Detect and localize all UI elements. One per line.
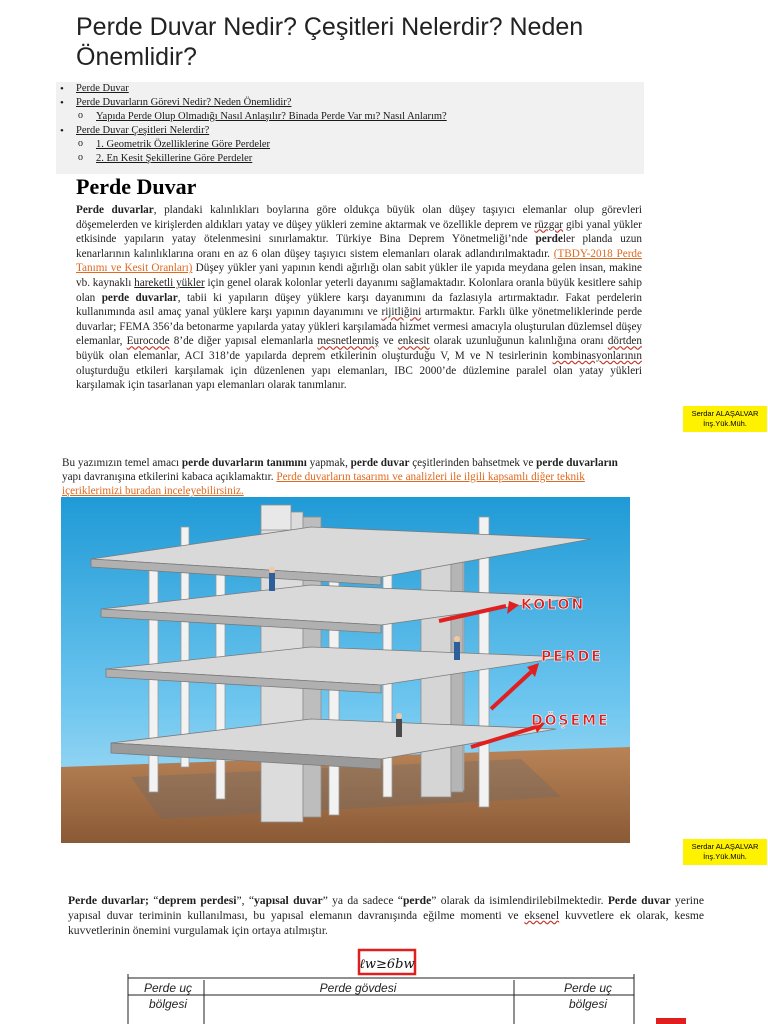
author-title: İnş.Yük.Müh. (703, 419, 747, 428)
bold-term: perde (402, 894, 432, 907)
author-title: İnş.Yük.Müh. (703, 852, 747, 861)
bold-term: perde duvarların tanımını (181, 457, 307, 469)
spellcheck-word: kombinasyonlarının (552, 349, 642, 362)
bold-term: yapısal duvar (253, 894, 323, 907)
toc-link[interactable]: Perde Duvarların Görevi Nedir? Neden Önemlidir? (76, 97, 292, 108)
text-run: ”, “ (236, 894, 254, 907)
text-run: olarak uzunluğunun kalınlığına oranı (429, 335, 608, 348)
toc-link[interactable]: Perde Duvar Çeşitleri Nelerdir? (76, 125, 210, 136)
bold-term: Perde duvarlar (76, 204, 154, 216)
text-run: Bu yazımızın temel amacı (62, 457, 182, 469)
label-perde: PERDE (541, 649, 603, 665)
spellcheck-word: eksenel (524, 909, 560, 922)
formula: ℓw≥6bw (359, 957, 415, 972)
building-illustration (61, 497, 630, 843)
text-run: gibi yanal yükler etkisinde yapıların yatay ötelenmesini sınırlamaktır. Türkiye Bina Deprem Yönetmeliği’nde (76, 218, 643, 246)
left-zone-label-1: Perde uç (143, 981, 193, 995)
label-doseme: DÖŞEME (531, 713, 610, 729)
text-run: oluşturduğu etkileri karşılamak için düzenlenen yapı elemanları, IBC 2000’de düzlemine paralel olan yatay yükleri karşılamak için tasarlanan yapı elemanları olarak tanımlanır. (76, 364, 642, 392)
table-of-contents (56, 82, 644, 174)
spellcheck-word: Eurocode (126, 335, 170, 348)
page-title: Perde Duvar Nedir? Çeşitleri Nelerdir? Neden Önemlidir? (76, 13, 584, 71)
toc-link[interactable]: 1. Geometrik Özelliklerine Göre Perdeler (96, 139, 271, 150)
toc-link[interactable]: Yapıda Perde Olup Olmadığı Nasıl Anlaşılır? Binada Perde Var mı? Nasıl Anlarım? (96, 111, 447, 122)
text-run: için genel olarak kolonlar yeterli dayanımı sağlamaktadır. Kolonlara oranla büyük kesitlere sahip olan (76, 276, 642, 304)
purpose-paragraph (62, 456, 632, 498)
building-svg (61, 497, 630, 843)
toc-subitem[interactable] (56, 152, 644, 166)
intro-paragraph (76, 203, 642, 393)
wall-zones-diagram (68, 946, 704, 1024)
text-run: kuvvetlere ek olarak, kesme kuvvetlerinin önemini vurgulamak için ortaya atılmıştır. (68, 909, 704, 937)
wall-zones-svg (68, 946, 704, 1024)
toc-link[interactable]: Perde Duvar (76, 83, 129, 94)
section-heading: Perde Duvar (76, 174, 197, 199)
text-run: artırmaktır. Farklı ülke yönetmeliklerinde perde duvarlar; FEMA 356’da betonarme yapılarda yatay yükleri karşılamada hizmet vermesi amacıyla oluşturulan düzlemsel düşey elemanlar, (76, 306, 642, 348)
text-run: , plandaki kalınlıkları boylarına göre oldukça büyük olan düşey taşıyıcı elemanlar olup görevleri döşemelerden ve kirişlerden aldıkları yatay ve düşey yükleri zemine aktarmak ve özellikle deprem ve (76, 204, 642, 231)
text-run: yapı davranışına etkilerini kabaca açıklamaktır. (62, 471, 277, 483)
text-run: yapmak, (306, 457, 351, 469)
spellcheck-word: rijitliğini (381, 306, 422, 319)
bold-term: perde (535, 233, 563, 246)
hareketli-yukler-link[interactable]: hareketli yükler (134, 276, 205, 289)
bold-term: deprem perdesi (158, 894, 237, 907)
bold-term: perde duvarların (536, 457, 618, 469)
toc-item[interactable] (56, 124, 644, 138)
toc-item[interactable] (56, 96, 644, 110)
spellcheck-word: dörtden (607, 335, 642, 348)
spellcheck-word: mesnetlenmiş (317, 335, 379, 348)
author-note (683, 406, 767, 432)
author-note (683, 839, 767, 865)
bold-term: Perde duvarlar; (68, 894, 149, 907)
text-run: Düşey yükler yani yapının kendi ağırlığı olan sabit yükler ile yapıda meydana gelen insan, makine vb. kaynaklı (76, 262, 642, 289)
text-run: 8’de diğer yapısal elemanlarla (169, 335, 318, 348)
red-marker (656, 1018, 686, 1024)
text-run: çeşitlerinden bahsetmek ve (409, 457, 537, 469)
text-run: ve (378, 335, 398, 348)
spellcheck-word: enkesit (397, 335, 430, 348)
bold-term: perde duvar (350, 457, 410, 469)
text-run: , tabii ki yapıların düşey yüklere karşı dayanımını da fazlasıyla artırmaktadır. Fakat perdelerin kullanımında asıl amaç yanal yüklere karşı yapının dayanımını ve (76, 291, 642, 319)
text-run: ler planda uzun kenarlarının kalınlıklarına oranı en az 6 olan düşey taşıyıcı sistem elemanları olarak adlandırılmaktadır. (76, 233, 642, 260)
right-zone-label-2: bölgesi (568, 997, 608, 1011)
bold-term: perde duvarlar (101, 291, 178, 304)
author-name: Serdar ALAŞALVAR (691, 842, 759, 851)
technical-content-link[interactable]: Perde duvarların tasarımı ve analizleri ile ilgili kapsamlı diğer teknik içeriklerimizi buradan inceleyebilirsiniz. (62, 471, 585, 497)
spellcheck-word: rüzgar (534, 218, 564, 231)
definition-paragraph (68, 893, 704, 938)
toc-item[interactable] (56, 82, 644, 96)
toc-link[interactable]: 2. En Kesit Şekillerine Göre Perdeler (96, 153, 253, 164)
tbdy-link[interactable]: (TBDY-2018 Perde Tanımı ve Kesit Oranları) (76, 247, 642, 275)
middle-zone-label: Perde gövdesi (319, 981, 397, 995)
text-run: “ (148, 894, 159, 907)
toc-subitem[interactable] (56, 138, 644, 152)
label-kolon: KOLON (521, 597, 586, 613)
text-run: yerine yapısal duvar teriminin kullanılması, bu yapısal elemanın davranışında eğilme momenti ve (68, 894, 704, 922)
toc-subitem[interactable] (56, 110, 644, 124)
text-run: ” ya da sadece “ (322, 894, 403, 907)
left-zone-label-2: bölgesi (148, 997, 188, 1011)
text-run: ” olarak da isimlendirilebilmektedir. (431, 894, 608, 907)
bold-term: Perde duvar (607, 894, 671, 907)
author-name: Serdar ALAŞALVAR (691, 409, 759, 418)
text-run: büyük olan elemanlar, ACI 318’de yapılarda deprem etkilerinin oluşturduğu V, M ve N tesirlerinin (76, 349, 553, 362)
right-zone-label-1: Perde uç (563, 981, 613, 995)
